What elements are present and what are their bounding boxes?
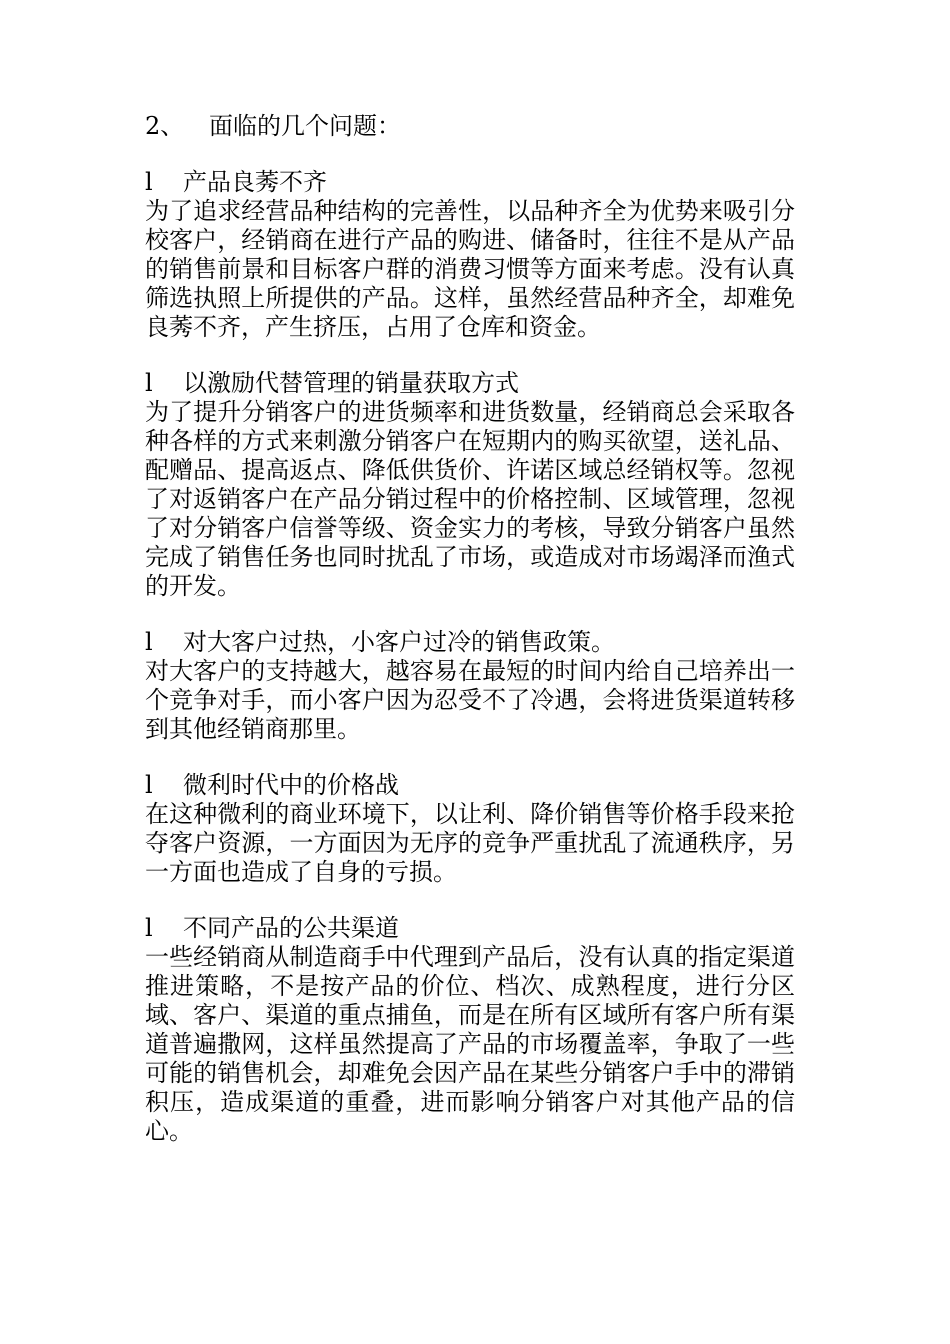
issue-title-text: 产品良莠不齐 — [183, 168, 327, 196]
issue-title-text: 不同产品的公共渠道 — [183, 914, 399, 942]
issue-section — [145, 771, 795, 887]
issue-section — [145, 168, 795, 342]
issue-title — [145, 168, 795, 197]
document-page — [145, 112, 795, 1146]
issue-body: 为了提升分销客户的进货频率和进货数量，经销商总会采取各种各样的方式来刺激分销客户在短期内的购买欲望，送礼品、配赠品、提高返点、降低供货价、许诺区域总经销权等。忽视了对返销客户在产品分销过程中的价格控制、区域管理，忽视了对分销客户信誉等级、资金实力的考核，导致分销客户虽然完成了销售任务也同时扰乱了市场，或造成对市场竭泽而渔式的开发。 — [145, 398, 795, 600]
issue-title — [145, 628, 795, 657]
issue-title — [145, 771, 795, 800]
heading-text: 面临的几个问题： — [209, 112, 401, 140]
bullet-marker: l — [145, 771, 153, 799]
bullet-marker: l — [145, 914, 153, 942]
issue-title-text: 微利时代中的价格战 — [183, 771, 399, 799]
section-heading — [145, 112, 795, 141]
issue-section — [145, 628, 795, 744]
issue-section — [145, 914, 795, 1146]
bullet-marker: l — [145, 628, 153, 656]
heading-number: 2、 — [145, 112, 185, 140]
bullet-marker: l — [145, 168, 153, 196]
bullet-marker: l — [145, 369, 153, 397]
issue-body: 对大客户的支持越大，越容易在最短的时间内给自己培养出一个竞争对手，而小客户因为忍受不了冷遇，会将进货渠道转移到其他经销商那里。 — [145, 657, 795, 743]
issue-title — [145, 914, 795, 943]
issue-body: 为了追求经营品种结构的完善性，以品种齐全为优势来吸引分校客户，经销商在进行产品的购进、储备时，往往不是从产品的销售前景和目标客户群的消费习惯等方面来考虑。没有认真筛选执照上所提供的产品。这样，虽然经营品种齐全，却难免良莠不齐，产生挤压，占用了仓库和资金。 — [145, 197, 795, 341]
issue-body: 一些经销商从制造商手中代理到产品后，没有认真的指定渠道推进策略，不是按产品的价位、档次、成熟程度，进行分区域、客户、渠道的重点捕鱼，而是在所有区域所有客户所有渠道普遍撒网，这样虽然提高了产品的市场覆盖率，争取了一些可能的销售机会，却难免会因产品在某些分销客户手中的滞销积压，造成渠道的重叠，进而影响分销客户对其他产品的信心。 — [145, 943, 795, 1145]
issue-title-text: 以激励代替管理的销量获取方式 — [183, 369, 519, 397]
issue-section — [145, 369, 795, 601]
issue-body: 在这种微利的商业环境下，以让利、降价销售等价格手段来抢夺客户资源，一方面因为无序的竞争严重扰乱了流通秩序，另一方面也造成了自身的亏损。 — [145, 800, 795, 886]
issue-title — [145, 369, 795, 398]
issue-title-text: 对大客户过热，小客户过冷的销售政策。 — [183, 628, 615, 656]
